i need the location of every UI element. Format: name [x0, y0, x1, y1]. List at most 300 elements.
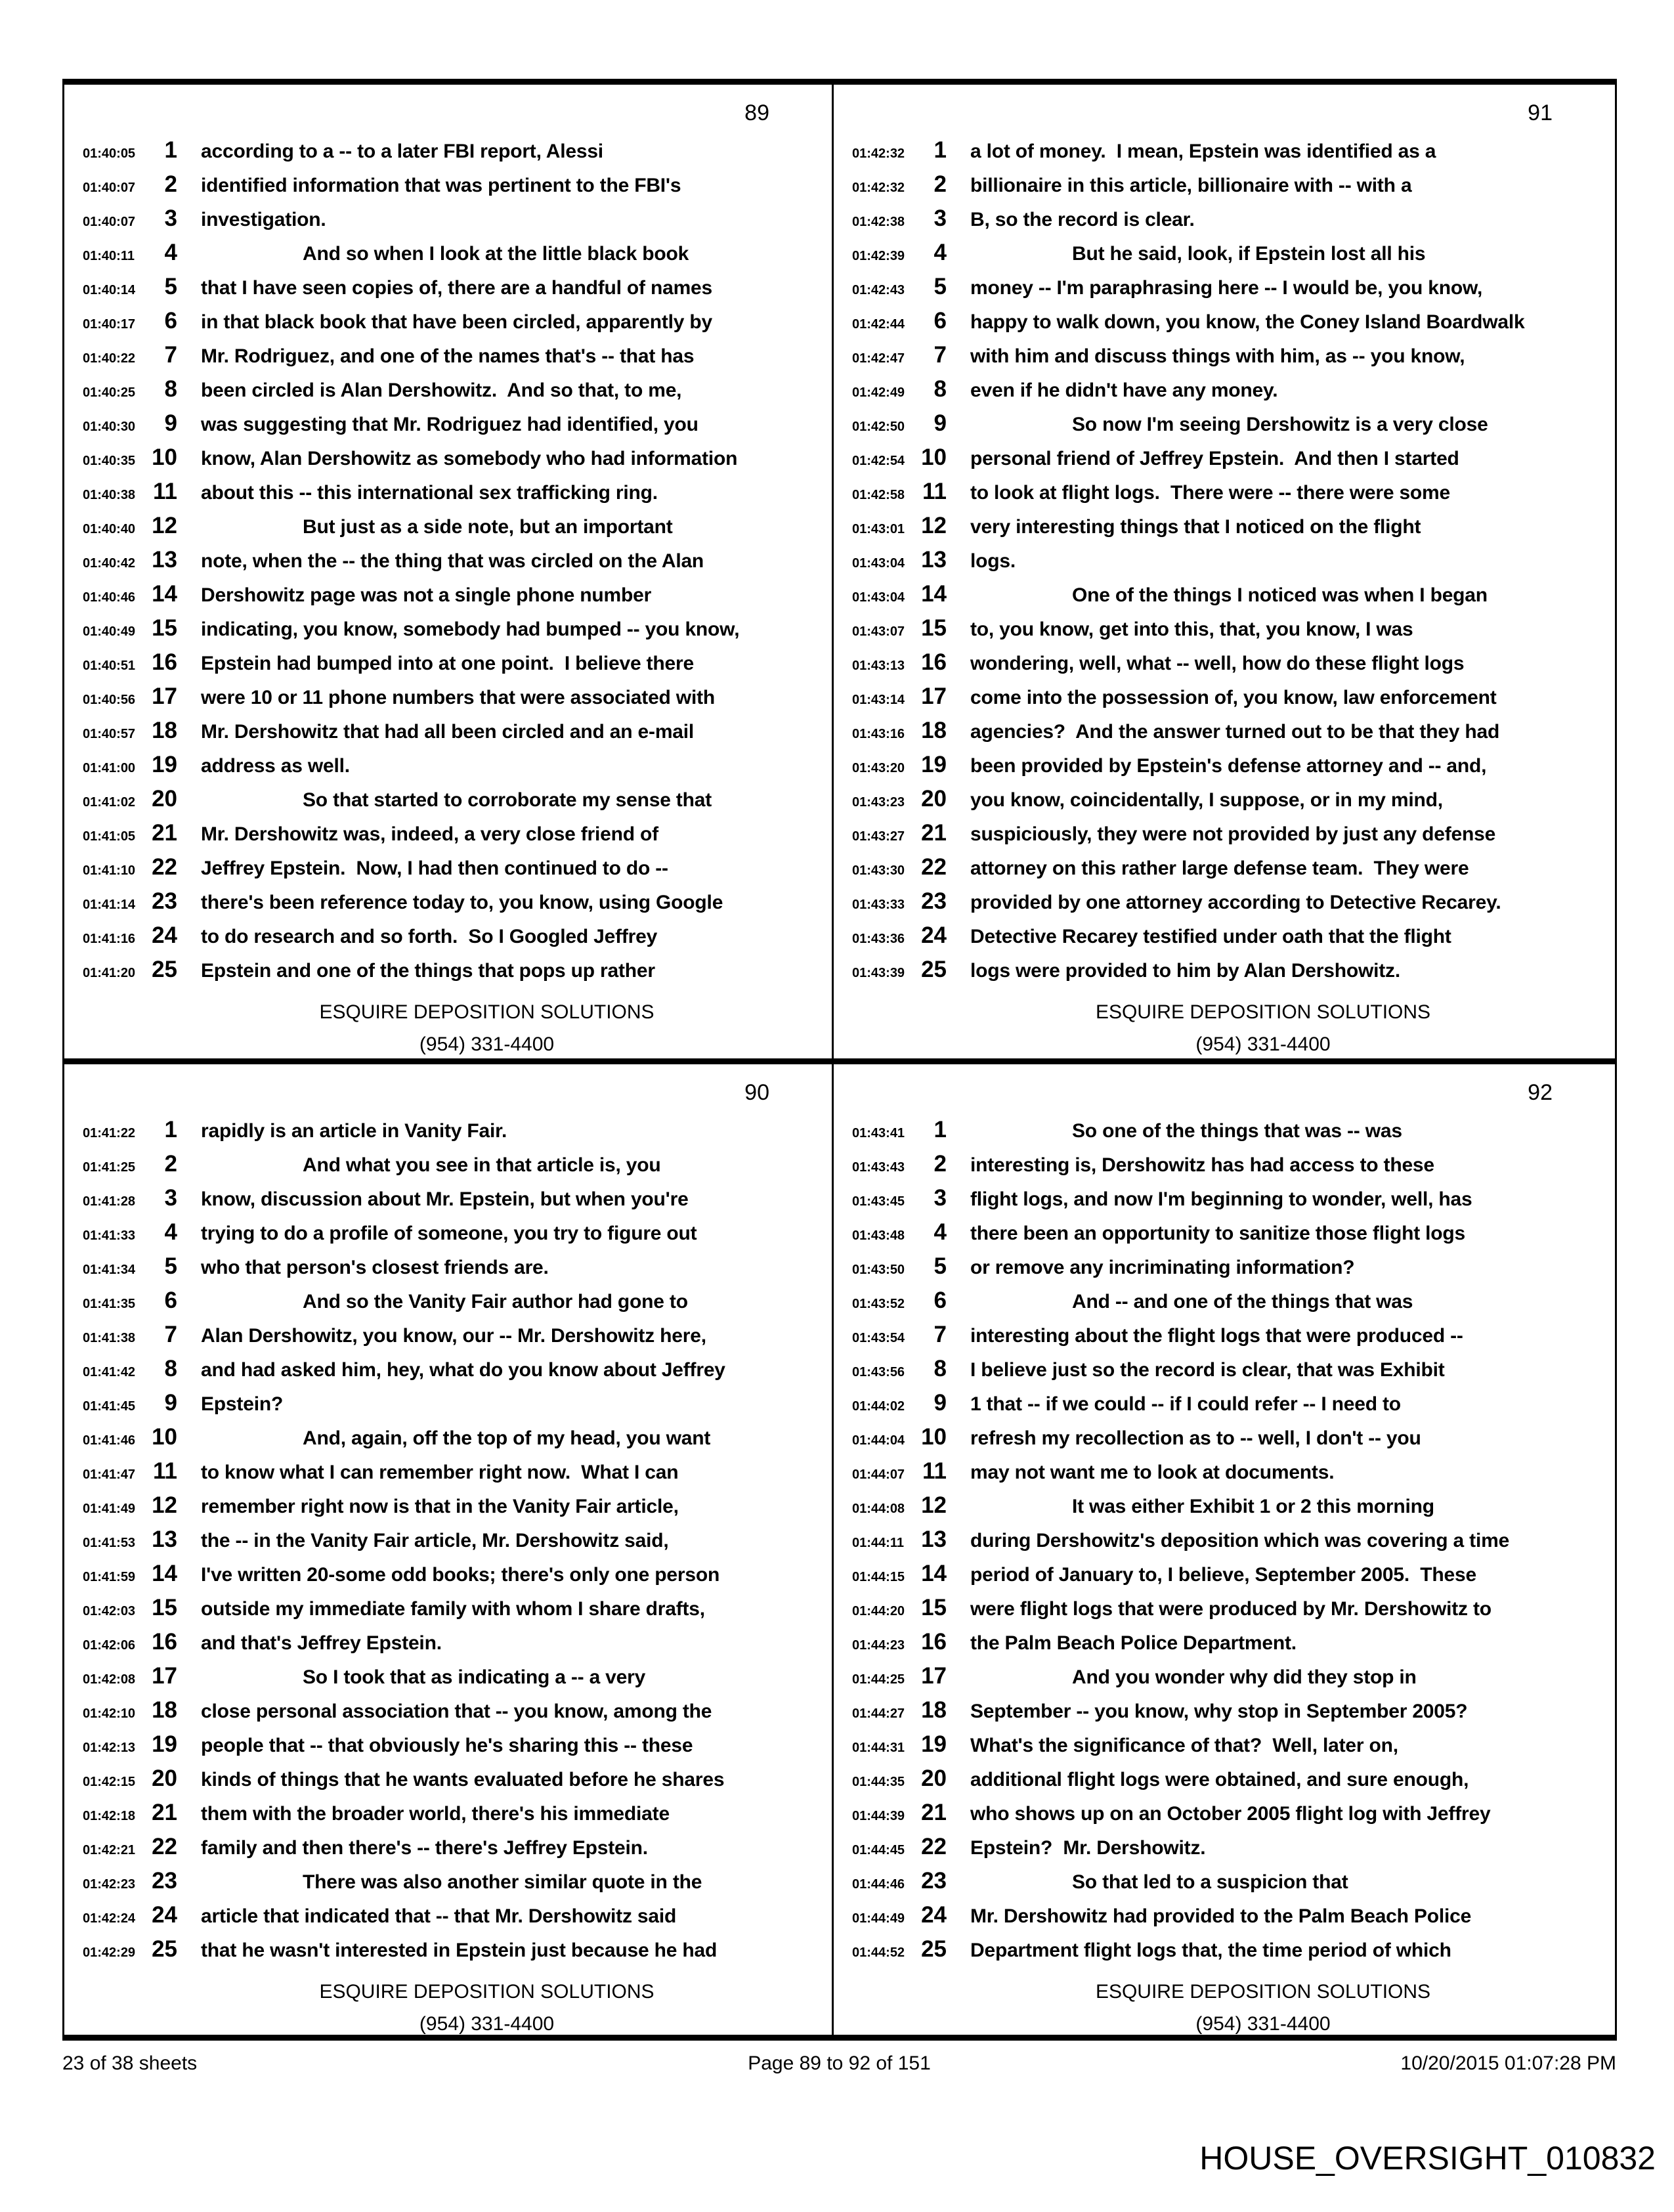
transcript-line: [852, 1629, 1615, 1663]
page-number: 90: [744, 1080, 769, 1105]
transcript-line: [852, 410, 1615, 445]
line-text: know, discussion about Mr. Epstein, but when you're: [201, 1188, 689, 1210]
line-number: 11: [922, 479, 947, 504]
timestamp: 01:43:33: [852, 898, 905, 912]
timestamp: 01:44:31: [852, 1741, 905, 1755]
timestamp: 01:43:48: [852, 1228, 905, 1243]
line-number: 13: [152, 1527, 177, 1552]
line-number: 9: [164, 410, 177, 436]
line-number: 2: [934, 171, 947, 197]
timestamp: 01:44:20: [852, 1604, 905, 1618]
timestamp: 01:40:49: [83, 624, 136, 639]
line-text: identified information that was pertinent to the FBI's: [201, 175, 681, 196]
transcript-line: [852, 137, 1615, 171]
line-number: 14: [152, 1561, 177, 1586]
transcript-line: [852, 820, 1615, 854]
transcript-page-91: [834, 85, 1615, 1064]
timestamp: 01:43:04: [852, 556, 905, 571]
line-number: 5: [934, 1253, 947, 1279]
line-number: 4: [164, 1219, 177, 1245]
transcript-line: [852, 581, 1615, 615]
transcript-line: [852, 206, 1615, 240]
line-number: 4: [934, 1219, 947, 1245]
line-text: logs were provided to him by Alan Dershowitz.: [970, 960, 1400, 982]
timestamp: 01:42:32: [852, 181, 905, 195]
transcript-line: [852, 1663, 1615, 1697]
transcript-line: [852, 1834, 1615, 1868]
bates-stamp: HOUSE_OVERSIGHT_010832: [1199, 2140, 1656, 2177]
transcript-line: [83, 820, 832, 854]
line-number: 9: [164, 1390, 177, 1416]
reporter-footer: [83, 1976, 832, 2035]
line-number: 10: [921, 445, 947, 470]
line-text: flight logs, and now I'm beginning to wonder, well, has: [970, 1188, 1472, 1210]
transcript-line: [83, 547, 832, 581]
transcript-line: [83, 1492, 832, 1527]
line-number: 15: [152, 615, 177, 641]
timestamp: 01:43:23: [852, 795, 905, 810]
line-number: 6: [934, 308, 947, 334]
transcript-line: [83, 1697, 832, 1731]
line-text: What's the significance of that? Well, later on,: [970, 1735, 1398, 1756]
timestamp: 01:43:36: [852, 932, 905, 946]
timestamp: 01:43:07: [852, 624, 905, 639]
line-text: Department flight logs that, the time period of which: [970, 1940, 1451, 1961]
line-number: 23: [152, 888, 177, 914]
timestamp: 01:42:15: [83, 1775, 136, 1789]
line-text: there's been reference today to, you know, using Google: [201, 892, 723, 913]
line-number: 19: [152, 752, 177, 777]
timestamp: 01:41:00: [83, 761, 136, 775]
line-number: 9: [934, 1390, 947, 1416]
transcript-line: [83, 683, 832, 718]
line-number: 13: [921, 1527, 947, 1552]
timestamp: 01:44:25: [852, 1672, 905, 1687]
line-text: were 10 or 11 phone numbers that were associated with: [201, 687, 715, 708]
timestamp: 01:40:11: [83, 249, 135, 263]
timestamp: 01:42:23: [83, 1877, 136, 1892]
timestamp: 01:43:20: [852, 761, 905, 775]
transcript-line: [852, 445, 1615, 479]
timestamp: 01:44:08: [852, 1502, 905, 1516]
transcript-line: [852, 1902, 1615, 1936]
line-number: 1: [934, 137, 947, 163]
line-number: 16: [152, 1629, 177, 1655]
transcript-line: [852, 376, 1615, 410]
line-text: refresh my recollection as to -- well, I don't -- you: [970, 1427, 1421, 1449]
reporter-footer: [852, 996, 1615, 1060]
line-number: 7: [164, 1322, 177, 1347]
transcript-line: [852, 240, 1615, 274]
transcript-line: [83, 342, 832, 376]
line-number: 18: [152, 718, 177, 743]
transcript-line: [852, 547, 1615, 581]
transcript-line: [852, 1117, 1615, 1151]
line-text: outside my immediate family with whom I share drafts,: [201, 1598, 705, 1620]
timestamp: 01:42:54: [852, 454, 905, 468]
line-number: 5: [164, 274, 177, 299]
timestamp: 01:44:04: [852, 1433, 905, 1448]
transcript-line: [83, 240, 832, 274]
timestamp: 01:44:23: [852, 1638, 905, 1653]
timestamp: 01:44:35: [852, 1775, 905, 1789]
transcript-line: [83, 1322, 832, 1356]
line-text: I believe just so the record is clear, that was Exhibit: [970, 1359, 1445, 1381]
reporter-name: ESQUIRE DEPOSITION SOLUTIONS: [1095, 1001, 1431, 1023]
transcript-line: [83, 1219, 832, 1253]
line-number: 23: [152, 1868, 177, 1894]
transcript-line: [852, 1595, 1615, 1629]
transcript-line: [83, 1561, 832, 1595]
line-text: interesting about the flight logs that were produced --: [970, 1325, 1463, 1347]
timestamp: 01:41:16: [83, 932, 136, 946]
line-number: 2: [164, 1151, 177, 1177]
transcript-line: [83, 1766, 832, 1800]
timestamp: 01:43:39: [852, 966, 905, 980]
timestamp: 01:40:46: [83, 590, 136, 605]
reporter-phone: (954) 331-4400: [419, 2013, 555, 2035]
line-number: 1: [934, 1117, 947, 1142]
line-number: 21: [152, 820, 177, 846]
transcript-line: [852, 1731, 1615, 1766]
line-number: 3: [934, 206, 947, 231]
line-text: a lot of money. I mean, Epstein was identified as a: [970, 141, 1436, 162]
transcript-line: [83, 445, 832, 479]
transcript-line: [83, 171, 832, 206]
transcript-page-92: [834, 1064, 1615, 2035]
line-text: provided by one attorney according to Detective Recarey.: [970, 892, 1501, 913]
timestamp: 01:43:13: [852, 659, 905, 673]
line-number: 17: [152, 683, 177, 709]
line-number: 8: [164, 376, 177, 402]
sheet-count: 23 of 38 sheets: [62, 2052, 198, 2074]
timestamp: 01:41:22: [83, 1126, 136, 1140]
line-number: 20: [921, 786, 947, 812]
line-number: 15: [921, 1595, 947, 1620]
line-text: article that indicated that -- that Mr. Dershowitz said: [201, 1905, 677, 1927]
timestamp: 01:41:02: [83, 795, 136, 810]
line-text: may not want me to look at documents.: [970, 1462, 1335, 1483]
transcript-line: [852, 513, 1615, 547]
transcript-line: [83, 274, 832, 308]
line-text: family and then there's -- there's Jeffrey Epstein.: [201, 1837, 648, 1859]
timestamp: 01:40:40: [83, 522, 136, 536]
line-text: attorney on this rather large defense team. They were: [970, 857, 1469, 879]
line-text: B, so the record is clear.: [970, 209, 1195, 230]
transcript-line: [83, 1390, 832, 1424]
timestamp: 01:42:13: [83, 1741, 136, 1755]
timestamp: 01:40:42: [83, 556, 136, 571]
transcript-line: [83, 137, 832, 171]
transcript-line: [83, 615, 832, 649]
transcript-line: [852, 1288, 1615, 1322]
transcript-line: [83, 1834, 832, 1868]
line-number: 16: [921, 1629, 947, 1655]
line-number: 4: [934, 240, 947, 265]
timestamp: 01:41:53: [83, 1536, 136, 1550]
timestamp: 01:40:56: [83, 693, 136, 707]
timestamp: 01:40:30: [83, 420, 136, 434]
line-text: investigation.: [201, 209, 326, 230]
transcript-line: [83, 1151, 832, 1185]
timestamp: 01:40:25: [83, 385, 136, 400]
reporter-footer: [852, 1976, 1615, 2035]
timestamp: 01:44:15: [852, 1570, 905, 1584]
timestamp: 01:40:07: [83, 181, 136, 195]
line-text: And you wonder why did they stop in: [1072, 1666, 1417, 1688]
line-text: Mr. Dershowitz that had all been circled and an e-mail: [201, 721, 695, 743]
timestamp: 01:44:46: [852, 1877, 905, 1892]
line-number: 13: [152, 547, 177, 573]
timestamp: 01:41:59: [83, 1570, 136, 1584]
line-number: 5: [934, 274, 947, 299]
line-number: 20: [152, 1766, 177, 1791]
transcript-page-90: [64, 1064, 834, 2035]
line-text: logs.: [970, 550, 1016, 572]
line-text: One of the things I noticed was when I began: [1072, 584, 1488, 606]
transcript-line: [852, 274, 1615, 308]
transcript-line: [83, 1663, 832, 1697]
transcript-line: [852, 854, 1615, 888]
transcript-line: [83, 206, 832, 240]
line-number: 3: [934, 1185, 947, 1211]
line-number: 3: [164, 1185, 177, 1211]
transcript-line: [852, 786, 1615, 820]
line-text: to look at flight logs. There were -- there were some: [970, 482, 1451, 504]
timestamp: 01:43:54: [852, 1331, 905, 1345]
line-text: Alan Dershowitz, you know, our -- Mr. Dershowitz here,: [201, 1325, 706, 1347]
page-number: 92: [1528, 1080, 1553, 1105]
timestamp: 01:42:06: [83, 1638, 136, 1653]
line-text: to do research and so forth. So I Googled Jeffrey: [201, 926, 658, 947]
line-text: and had asked him, hey, what do you know about Jeffrey: [201, 1359, 725, 1381]
transcript-line: [852, 1151, 1615, 1185]
line-number: 11: [922, 1458, 947, 1484]
timestamp: 01:44:11: [852, 1536, 904, 1550]
transcript-line: [83, 1288, 832, 1322]
line-text: September -- you know, why stop in September 2005?: [970, 1701, 1468, 1722]
line-text: the -- in the Vanity Fair article, Mr. Dershowitz said,: [201, 1530, 669, 1551]
line-text: people that -- that obviously he's sharing this -- these: [201, 1735, 693, 1756]
line-number: 10: [152, 1424, 177, 1450]
transcript-line: [83, 308, 832, 342]
reporter-phone: (954) 331-4400: [1195, 2013, 1331, 2035]
line-text: personal friend of Jeffrey Epstein. And then I started: [970, 448, 1459, 469]
reporter-phone: (954) 331-4400: [419, 1033, 555, 1055]
line-text: been circled is Alan Dershowitz. And so that, to me,: [201, 380, 682, 401]
line-text: who that person's closest friends are.: [201, 1257, 549, 1278]
line-number: 4: [164, 240, 177, 265]
line-number: 16: [921, 649, 947, 675]
timestamp: 01:40:07: [83, 215, 136, 229]
transcript-line: [83, 1902, 832, 1936]
reporter-footer: [83, 996, 832, 1060]
timestamp: 01:42:44: [852, 317, 905, 332]
transcript-lines: [852, 1117, 1615, 1970]
timestamp: 01:42:03: [83, 1604, 136, 1618]
timestamp: 01:40:35: [83, 454, 136, 468]
transcript-line: [852, 1253, 1615, 1288]
line-text: kinds of things that he wants evaluated before he shares: [201, 1769, 725, 1790]
transcript-line: [83, 376, 832, 410]
transcript-line: [852, 1697, 1615, 1731]
line-text: that he wasn't interested in Epstein just because he had: [201, 1940, 718, 1961]
transcript-line: [852, 1561, 1615, 1595]
line-text: Jeffrey Epstein. Now, I had then continued to do --: [201, 857, 668, 879]
line-text: And, again, off the top of my head, you want: [303, 1427, 711, 1449]
line-number: 2: [164, 171, 177, 197]
line-number: 5: [164, 1253, 177, 1279]
line-number: 19: [152, 1731, 177, 1757]
timestamp: 01:40:51: [83, 659, 136, 673]
timestamp: 01:40:22: [83, 351, 136, 366]
line-text: remember right now is that in the Vanity Fair article,: [201, 1496, 679, 1517]
line-text: It was either Exhibit 1 or 2 this morning: [1072, 1496, 1434, 1517]
line-number: 18: [921, 718, 947, 743]
line-text: Mr. Dershowitz had provided to the Palm Beach Police: [970, 1905, 1472, 1927]
timestamp: 01:41:38: [83, 1331, 136, 1345]
line-number: 18: [921, 1697, 947, 1723]
timestamp: 01:43:52: [852, 1297, 905, 1311]
transcript-line: [852, 1800, 1615, 1834]
line-text: Epstein? Mr. Dershowitz.: [970, 1837, 1206, 1859]
line-number: 15: [152, 1595, 177, 1620]
line-number: 24: [152, 922, 177, 948]
line-number: 6: [934, 1288, 947, 1313]
transcript-line: [852, 683, 1615, 718]
timestamp: 01:41:35: [83, 1297, 136, 1311]
line-text: know, Alan Dershowitz as somebody who had information: [201, 448, 738, 469]
line-text: additional flight logs were obtained, and sure enough,: [970, 1769, 1469, 1790]
line-text: who shows up on an October 2005 flight log with Jeffrey: [970, 1803, 1491, 1825]
line-number: 8: [164, 1356, 177, 1381]
transcript-page-89: [64, 85, 834, 1064]
line-number: 18: [152, 1697, 177, 1723]
timestamp: 01:44:39: [852, 1809, 905, 1823]
line-text: that I have seen copies of, there are a handful of names: [201, 277, 713, 299]
timestamp: 01:42:21: [83, 1843, 136, 1857]
line-text: indicating, you know, somebody had bumped -- you know,: [201, 618, 740, 640]
line-text: were flight logs that were produced by Mr. Dershowitz to: [970, 1598, 1492, 1620]
transcript-line: [852, 888, 1615, 922]
line-number: 23: [921, 1868, 947, 1894]
line-number: 12: [152, 513, 177, 538]
transcript-line: [852, 649, 1615, 683]
transcript-lines: [83, 1117, 832, 1970]
line-number: 6: [164, 308, 177, 334]
line-text: Dershowitz page was not a single phone number: [201, 584, 652, 606]
timestamp: 01:42:39: [852, 249, 905, 263]
page-number: 89: [744, 100, 769, 125]
timestamp: 01:41:05: [83, 829, 136, 844]
reporter-phone: (954) 331-4400: [1195, 1033, 1331, 1055]
timestamp: 01:43:41: [852, 1126, 905, 1140]
transcript-line: [852, 1424, 1615, 1458]
line-text: But he said, look, if Epstein lost all his: [1072, 243, 1426, 265]
timestamp: 01:44:07: [852, 1467, 905, 1482]
line-number: 24: [921, 922, 947, 948]
transcript-line: [852, 1936, 1615, 1970]
transcript-line: [83, 718, 832, 752]
line-number: 2: [934, 1151, 947, 1177]
transcript-line: [852, 957, 1615, 991]
line-number: 17: [921, 1663, 947, 1689]
timestamp: 01:41:49: [83, 1502, 136, 1516]
line-text: them with the broader world, there's his immediate: [201, 1803, 670, 1825]
line-text: or remove any incriminating information?: [970, 1257, 1355, 1278]
line-number: 15: [921, 615, 947, 641]
line-number: 19: [921, 1731, 947, 1757]
line-number: 14: [921, 581, 947, 607]
transcript-line: [83, 581, 832, 615]
transcript-grid: [62, 79, 1617, 2041]
line-text: suspiciously, they were not provided by just any defense: [970, 823, 1496, 845]
transcript-line: [83, 1731, 832, 1766]
reporter-name: ESQUIRE DEPOSITION SOLUTIONS: [1095, 1981, 1431, 2003]
transcript-line: [852, 1185, 1615, 1219]
line-number: 1: [164, 137, 177, 163]
timestamp: 01:42:10: [83, 1706, 136, 1721]
line-number: 24: [152, 1902, 177, 1928]
line-text: according to a -- to a later FBI report, Alessi: [201, 141, 603, 162]
line-text: there been an opportunity to sanitize those flight logs: [970, 1223, 1466, 1244]
line-number: 25: [152, 957, 177, 982]
line-text: billionaire in this article, billionaire with -- with a: [970, 175, 1412, 196]
timestamp: 01:42:38: [852, 215, 905, 229]
line-number: 22: [921, 854, 947, 880]
transcript-line: [83, 1185, 832, 1219]
line-text: rapidly is an article in Vanity Fair.: [201, 1120, 507, 1142]
transcript-lines: [852, 137, 1615, 991]
timestamp: 01:40:14: [83, 283, 136, 297]
line-text: interesting is, Dershowitz has had access to these: [970, 1154, 1434, 1176]
line-text: Epstein had bumped into at one point. I believe there: [201, 653, 694, 674]
page-number: 91: [1528, 100, 1553, 125]
timestamp: 01:43:27: [852, 829, 905, 844]
line-text: Detective Recarey testified under oath that the flight: [970, 926, 1451, 947]
page-range: Page 89 to 92 of 151: [748, 2052, 931, 2074]
transcript-line: [852, 308, 1615, 342]
line-text: So that started to corroborate my sense that: [303, 789, 712, 811]
line-text: And -- and one of the things that was: [1072, 1291, 1413, 1312]
line-text: But just as a side note, but an important: [303, 516, 673, 538]
timestamp: 01:41:46: [83, 1433, 136, 1448]
transcript-line: [83, 1458, 832, 1492]
transcript-line: [83, 1117, 832, 1151]
timestamp: 01:43:50: [852, 1263, 905, 1277]
timestamp: 01:44:27: [852, 1706, 905, 1721]
line-number: 3: [164, 206, 177, 231]
line-number: 21: [921, 820, 947, 846]
timestamp: 01:40:38: [83, 488, 136, 502]
transcript-line: [83, 1936, 832, 1970]
line-number: 25: [921, 1936, 947, 1962]
timestamp: 01:41:10: [83, 863, 136, 878]
line-text: to know what I can remember right now. What I can: [201, 1462, 679, 1483]
line-text: agencies? And the answer turned out to be that they had: [970, 721, 1500, 743]
line-text: trying to do a profile of someone, you try to figure out: [201, 1223, 697, 1244]
line-text: period of January to, I believe, September 2005. These: [970, 1564, 1476, 1586]
timestamp: 01:41:34: [83, 1263, 136, 1277]
line-text: So that led to a suspicion that: [1072, 1871, 1348, 1893]
timestamp: 01:42:29: [83, 1945, 136, 1960]
transcript-line: [83, 1629, 832, 1663]
line-number: 25: [152, 1936, 177, 1962]
timestamp: 01:44:02: [852, 1399, 905, 1414]
timestamp: 01:42:47: [852, 351, 905, 366]
line-text: And what you see in that article is, you: [303, 1154, 661, 1176]
line-number: 22: [921, 1834, 947, 1859]
